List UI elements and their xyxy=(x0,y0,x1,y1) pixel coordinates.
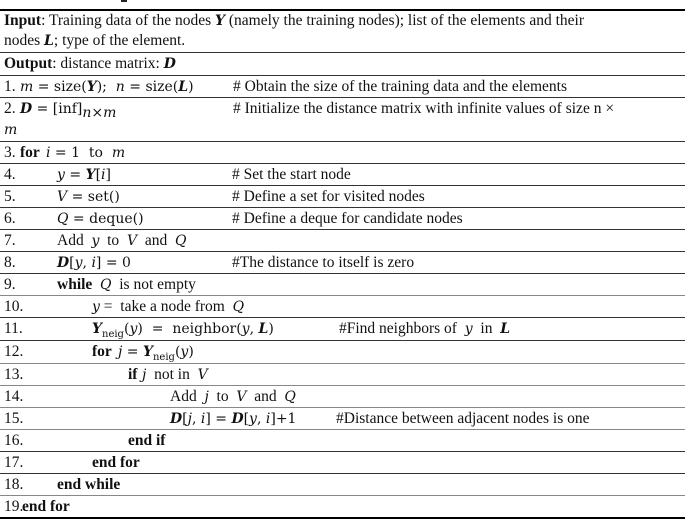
keyword-end-if: end if xyxy=(128,432,166,449)
step-comment: # Define a set for visited nodes xyxy=(232,188,425,205)
step-comment: # Initialize the distance matrix with infinite values of size n × xyxy=(233,100,615,117)
step-comment: # Set the start node xyxy=(232,166,351,183)
step-row-19 xyxy=(0,496,685,519)
step-row-10 xyxy=(0,296,685,318)
input-row xyxy=(0,11,685,53)
step-row-12 xyxy=(0,341,685,364)
step-comment: # Obtain the size of the training data and the elements xyxy=(233,78,567,95)
step-code: D[j, i] = D[y, i]+1 xyxy=(170,411,297,427)
step-comment-wrap: m xyxy=(4,122,18,138)
step-code: y = take a node from Q xyxy=(92,298,245,315)
keyword-end-while: end while xyxy=(57,476,121,493)
step-code: i = 1 to m xyxy=(46,145,126,161)
step-row-15 xyxy=(0,408,685,430)
step-number: 14. xyxy=(4,388,24,405)
step-code: Add y to V and Q xyxy=(57,232,187,249)
step-comment: #Find neighbors of y in L xyxy=(339,320,511,337)
keyword-for: for xyxy=(20,144,40,161)
step-number: 6. xyxy=(4,210,16,227)
cropped-heading-fragment xyxy=(121,0,127,2)
step-code: $D = [inf]_{n\times m}$ xyxy=(20,101,117,121)
keyword-while: while xyxy=(57,276,93,293)
step-row-5 xyxy=(0,186,685,208)
input-text-2a: nodes xyxy=(4,32,45,49)
step-number: 12. xyxy=(4,343,24,360)
step-code: D[y, i] = 0 xyxy=(57,255,131,271)
step-row-18 xyxy=(0,474,685,496)
keyword-if: if xyxy=(128,366,138,383)
input-line-2 xyxy=(4,31,185,51)
step-row-6 xyxy=(0,208,685,230)
step-row-17 xyxy=(0,452,685,474)
step-row-9 xyxy=(0,274,685,296)
step-row-13 xyxy=(0,364,685,386)
step-code: Q is not empty xyxy=(100,276,196,293)
step-code: $Y_{neig}(y)$ = neighbor(y, L) xyxy=(92,321,274,340)
input-text: : Training data of the nodes xyxy=(41,12,215,29)
step-number: 11. xyxy=(4,320,23,337)
step-row-2 xyxy=(0,98,685,142)
step-number: 10. xyxy=(4,298,24,315)
step-code: m = size(Y); n = size(L) xyxy=(20,79,194,95)
input-text-cont: (namely the training nodes); list of the elements and their xyxy=(225,12,584,29)
step-row-3 xyxy=(0,142,685,164)
step-number: 8. xyxy=(4,254,16,271)
keyword-for: for xyxy=(92,343,112,360)
input-label: Input xyxy=(4,12,42,29)
step-comment: #Distance between adjacent nodes is one xyxy=(336,410,590,427)
step-number: 4. xyxy=(4,166,16,183)
step-number: 15. xyxy=(4,410,24,427)
step-code: $j = Y_{neig}(y)$ xyxy=(118,344,194,363)
step-code: y = Y[i] xyxy=(57,167,111,183)
step-number: 5. xyxy=(4,188,16,205)
step-code: V = set() xyxy=(57,189,120,205)
step-row-16 xyxy=(0,430,685,452)
input-line-1 xyxy=(4,11,584,31)
step-code: j not in V xyxy=(142,366,208,383)
output-label: Output xyxy=(4,55,53,72)
step-number: 3. xyxy=(4,144,16,161)
step-row-4 xyxy=(0,164,685,186)
step-row-14 xyxy=(0,386,685,408)
step-number: 16. xyxy=(4,432,24,449)
output-line xyxy=(4,54,176,74)
symbol-L: L xyxy=(44,33,54,49)
keyword-end-for: end for xyxy=(92,454,140,471)
step-row-8 xyxy=(0,252,685,274)
step-row-11 xyxy=(0,318,685,341)
keyword-end-for: end for xyxy=(22,498,70,515)
step-number: 13. xyxy=(4,366,24,383)
step-number: 9. xyxy=(4,276,16,293)
step-row-7 xyxy=(0,230,685,252)
step-code: Add j to V and Q xyxy=(170,388,296,405)
step-number: 1. xyxy=(4,78,16,95)
symbol-D: D xyxy=(163,56,176,72)
step-number: 19. xyxy=(4,498,24,515)
output-text: : distance matrix: xyxy=(52,55,164,72)
step-comment: # Define a deque for candidate nodes xyxy=(232,210,463,227)
step-number: 2. xyxy=(4,100,16,117)
step-row-1 xyxy=(0,76,685,98)
step-comment: #The distance to itself is zero xyxy=(232,254,415,271)
step-number: 7. xyxy=(4,232,16,249)
algorithm-table xyxy=(0,9,685,519)
step-code: Q = deque() xyxy=(57,211,144,227)
input-text-2b: ; type of the element. xyxy=(53,32,186,49)
step-number: 17. xyxy=(4,454,24,471)
step-number: 18. xyxy=(4,476,24,493)
symbol-Y: Y xyxy=(215,13,225,29)
output-row xyxy=(0,53,685,76)
